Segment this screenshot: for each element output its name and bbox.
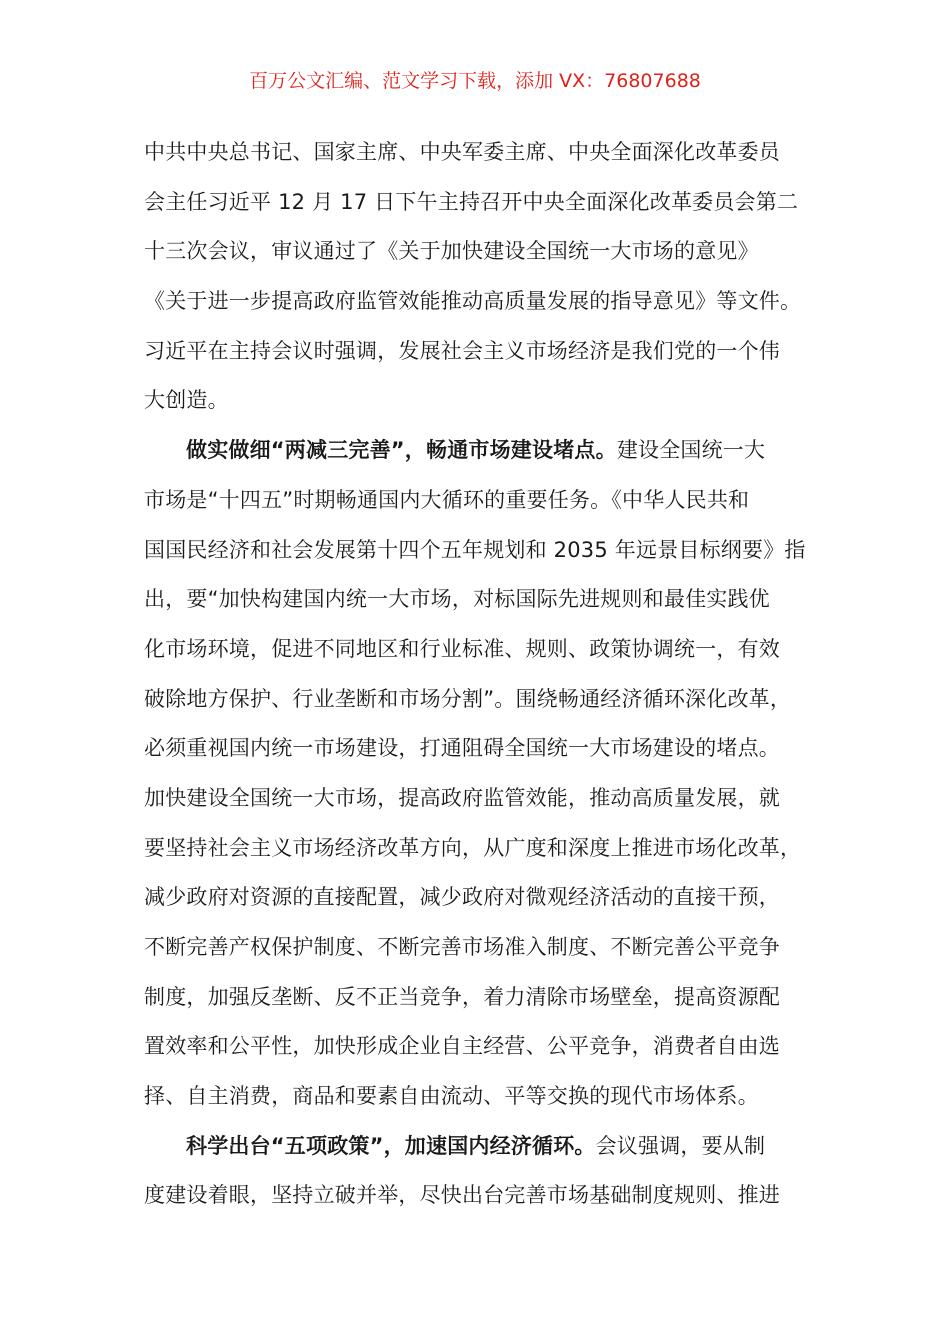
paragraph-2-line: 出，要“加快构建国内统一大市场，对标国际先进规则和最佳实践优 xyxy=(144,587,770,612)
paragraph-2-line: 化市场环境，促进不同地区和行业标准、规则、政策协调统一，有效 xyxy=(144,636,780,661)
paragraph-2-line: 破除地方保护、行业垄断和市场分割”。围绕畅通经济循环深化改革， xyxy=(144,686,792,711)
paragraph-2-first-rest: 建设全国统一大 xyxy=(616,438,766,463)
paragraph-2-line: 减少政府对资源的直接配置，减少政府对微观经济活动的直接干预， xyxy=(144,885,780,910)
paragraph-1-line: 十三次会议，审议通过了《关于加快建设全国统一大市场的意见》 xyxy=(144,239,759,264)
paragraph-2-line: 必须重视国内统一市场建设，打通阻碍全国统一大市场建设的堵点。 xyxy=(144,736,780,761)
paragraph-2-line: 国国民经济和社会发展第十四个五年规划和 2035 年远景目标纲要》指 xyxy=(144,537,806,562)
paragraph-1-line: 《关于进一步提高政府监管效能推动高质量发展的指导意见》等文件。 xyxy=(144,289,802,314)
paragraph-1-line: 会主任习近平 12 月 17 日下午主持召开中央全面深化改革委员会第二 xyxy=(144,189,799,214)
paragraph-2-line: 制度，加强反垄断、反不正当竞争，着力清除市场壁垒，提高资源配 xyxy=(144,984,780,1009)
paragraph-2-line: 市场是“十四五”时期畅通国内大循环的重要任务。《中华人民共和 xyxy=(144,487,750,512)
paragraph-2-line: 不断完善产权保护制度、不断完善市场准入制度、不断完善公平竞争 xyxy=(144,935,780,959)
paragraph-2-line: 要坚持社会主义市场经济改革方向，从广度和深度上推进市场化改革， xyxy=(144,835,802,860)
paragraph-3-heading: 科学出台“五项政策”，加速国内经济循环。 xyxy=(186,1133,596,1158)
paragraph-2-heading: 做实做细“两减三完善”，畅通市场建设堵点。 xyxy=(186,438,617,463)
paragraph-3-line: 度建设着眼，坚持立破并举，尽快出台完善市场基础制度规则、推进 xyxy=(144,1183,780,1208)
paragraph-3-first-rest: 会议强调，要从制 xyxy=(595,1133,766,1158)
paragraph-2-line: 置效率和公平性，加快形成企业自主经营、公平竞争，消费者自由选 xyxy=(144,1034,780,1059)
header-banner: 百万公文汇编、范文学习下载，添加 VX：76807688 xyxy=(249,70,701,92)
document-body xyxy=(144,128,808,1221)
paragraph-1-line: 中共中央总书记、国家主席、中央军委主席、中央全面深化改革委员 xyxy=(144,140,780,164)
paragraph-2-line: 加快建设全国统一大市场，提高政府监管效能，推动高质量发展，就 xyxy=(144,785,780,810)
paragraph-3-first-line xyxy=(144,1122,808,1172)
paragraph-2-first-line xyxy=(144,426,808,476)
paragraph-2-line: 择、自主消费，商品和要素自由流动、平等交换的现代市场体系。 xyxy=(144,1084,759,1109)
paragraph-1-line: 习近平在主持会议时强调，发展社会主义市场经济是我们党的一个伟 xyxy=(144,338,780,363)
paragraph-1-line: 大创造。 xyxy=(144,388,229,413)
